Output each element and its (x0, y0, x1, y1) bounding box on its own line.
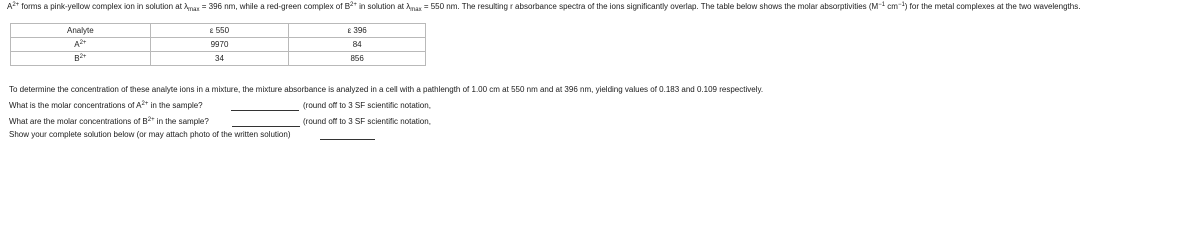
ion-b-charge: 2+ (350, 2, 357, 8)
question-a-concentration (9, 101, 203, 110)
intro-part-3: in solution at λ (356, 2, 411, 11)
analyte-name: A (74, 40, 80, 49)
intro-part-6: ) for the metal complexes at the two wavelengths. (904, 2, 1081, 11)
lambda-max-sub-1: max (188, 7, 200, 13)
epsilon-550-cell: 9970 (150, 38, 289, 52)
lambda-max-sub-2: max (410, 7, 422, 13)
ion-a-charge: 2+ (12, 2, 20, 8)
question-a-text: What is the molar concentrations of A (9, 101, 142, 110)
ion-a-label: A (7, 2, 13, 11)
analyte-cell (11, 38, 151, 52)
answer-a-blank[interactable] (231, 103, 299, 111)
question-b-charge: 2+ (147, 117, 155, 123)
epsilon-396-cell: 856 (289, 52, 426, 66)
table-row (11, 52, 426, 66)
analyte-name: B (74, 54, 80, 63)
table-header-row (11, 24, 426, 38)
intro-text (7, 2, 1080, 11)
question-b-text-end: in the sample? (154, 117, 209, 126)
unit-exp-2: −1 (897, 2, 905, 8)
epsilon-396-cell: 84 (289, 38, 426, 52)
analyte-cell (11, 52, 151, 66)
question-a-charge: 2+ (141, 101, 149, 107)
epsilon-550-cell: 34 (150, 52, 289, 66)
analyte-charge: 2+ (79, 54, 87, 60)
header-epsilon-550: ε 550 (150, 24, 289, 38)
intro-part-1: forms a pink-yellow complex ion in solution at λ (19, 2, 189, 11)
intro-part-2: = 396 nm, while a red-green complex of B (199, 2, 351, 11)
solution-instruction: Show your complete solution below (or may attach photo of the written solution) (9, 130, 291, 139)
question-b-concentration (9, 117, 209, 126)
intro-part-4: = 550 nm. The resulting r absorbance spectra of the ions significantly overlap. The table below shows the molar absorptivities (M (421, 2, 879, 11)
unit-exp-1: −1 (878, 2, 886, 8)
question-b-text: What are the molar concentrations of B (9, 117, 148, 126)
question-a-note: (round off to 3 SF scientific notation, (303, 101, 431, 110)
answer-b-blank[interactable] (232, 119, 300, 127)
question-a-text-end: in the sample? (148, 101, 203, 110)
question-b-note: (round off to 3 SF scientific notation, (303, 117, 431, 126)
analyte-charge: 2+ (79, 40, 87, 46)
table-row (11, 38, 426, 52)
solution-blank[interactable] (320, 132, 375, 140)
absorptivity-table (10, 23, 426, 66)
header-analyte: Analyte (11, 24, 151, 38)
header-epsilon-396: ε 396 (289, 24, 426, 38)
intro-part-5: cm (885, 2, 898, 11)
measurement-paragraph: To determine the concentration of these analyte ions in a mixture, the mixture absorbance is analyzed in a cell with a pathlength of 1.00 cm at 550 nm and at 396 nm, yielding values of 0.183 and 0.109 respectively. (9, 85, 764, 94)
